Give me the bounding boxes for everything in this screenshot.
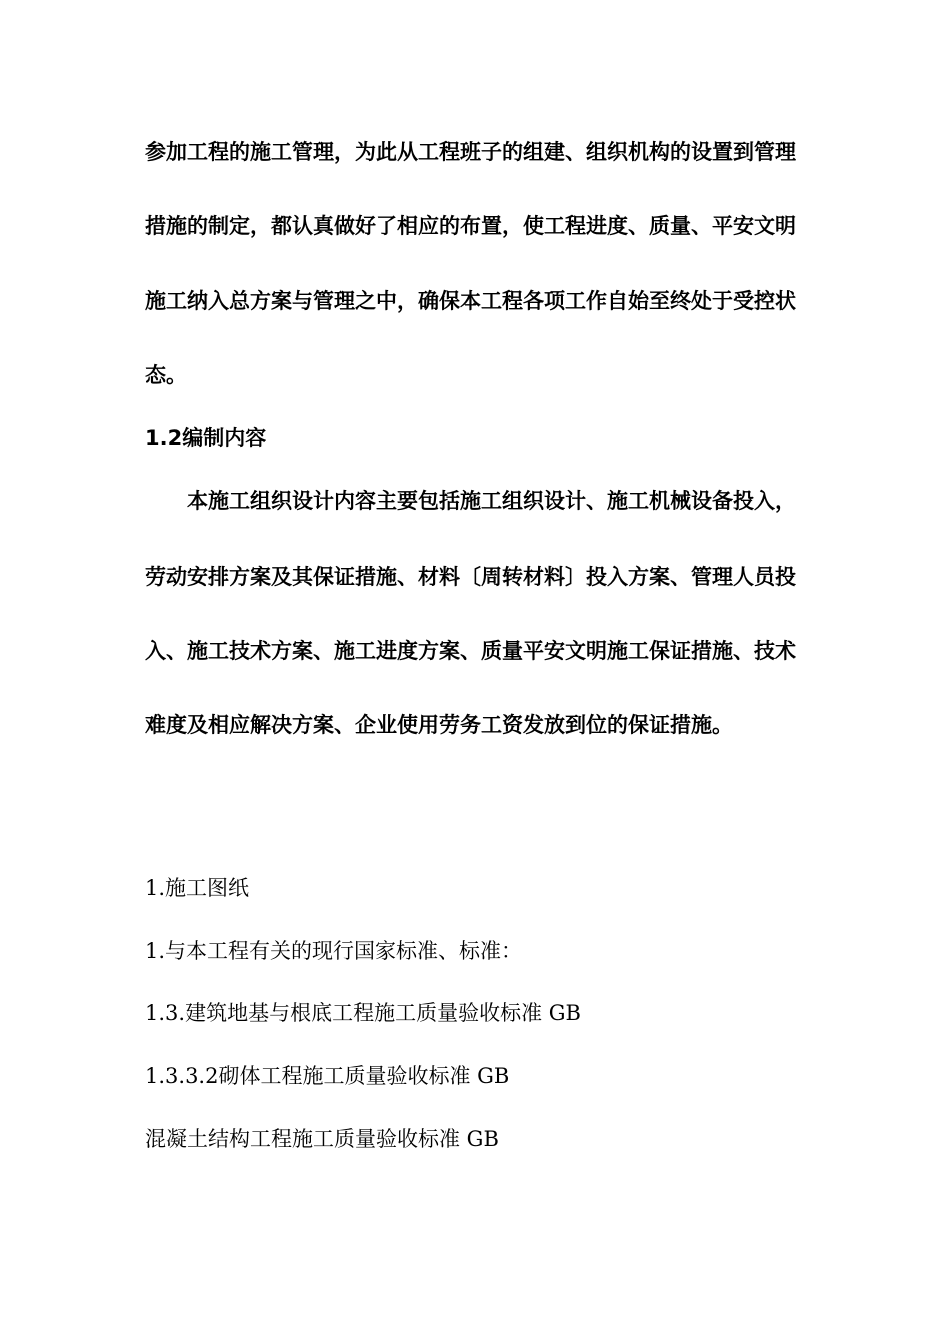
paragraph-1-line-3: 施工纳入总方案与管理之中，确保本工程各项工作自始至终处于受控状 bbox=[145, 289, 796, 313]
paragraph-1-line-4: 态。 bbox=[145, 363, 187, 387]
basis-item-3: 1.3.建筑地基与根底工程施工质量验收标准 GB bbox=[145, 1001, 581, 1025]
paragraph-1-line-1: 参加工程的施工管理，为此从工程班子的组建、组织机构的设置到管理 bbox=[145, 140, 796, 164]
paragraph-2-line-1: 本施工组织设计内容主要包括施工组织设计、施工机械设备投入， bbox=[187, 489, 796, 513]
paragraph-2-line-4: 难度及相应解决方案、企业使用劳务工资发放到位的保证措施。 bbox=[145, 713, 733, 737]
paragraph-1-line-2: 措施的制定，都认真做好了相应的布置，使工程进度、质量、平安文明 bbox=[145, 214, 796, 238]
basis-item-2: 1.与本工程有关的现行国家标准、标准： bbox=[145, 939, 523, 963]
section-heading: 1.2编制内容 bbox=[145, 426, 267, 450]
basis-item-4: 1.3.3.2砌体工程施工质量验收标准 GB bbox=[145, 1064, 510, 1088]
basis-item-5: 混凝土结构工程施工质量验收标准 GB bbox=[145, 1127, 499, 1151]
basis-item-1: 1.施工图纸 bbox=[145, 876, 250, 900]
paragraph-2-line-2: 劳动安排方案及其保证措施、材料〔周转材料〕投入方案、管理人员投 bbox=[145, 565, 796, 589]
paragraph-2-line-3: 入、施工技术方案、施工进度方案、质量平安文明施工保证措施、技术 bbox=[145, 639, 796, 663]
